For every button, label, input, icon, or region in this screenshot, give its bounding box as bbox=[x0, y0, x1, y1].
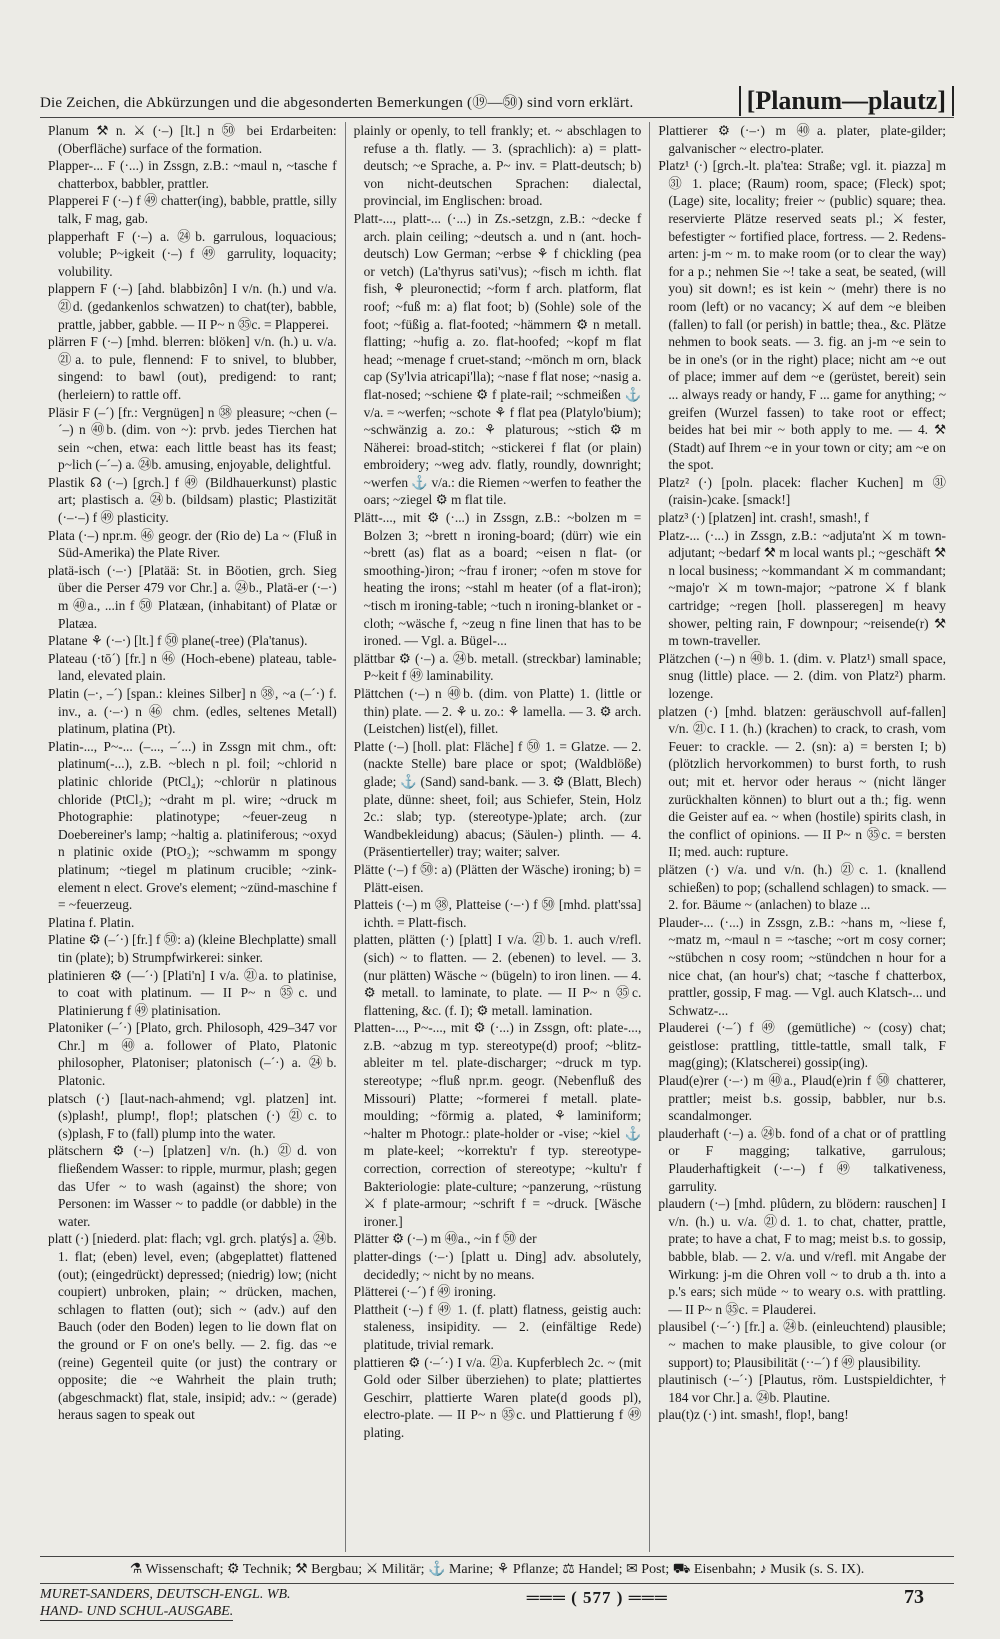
dictionary-entry: Platz¹ (·) [grch.-lt. pla'tea: Straße; vgl. it. piazza] m ㉛ 1. place; (Raum) room, space; (Fleck) spot; (Lage) site, locality; freier ~ (public) square; thea. reservierte Plätze reserved seats pl.; ⚔ fester, befestigter ~ fortified place, fortress. — 2. Redens-arten: j-m ~ m. to make room (or to clear the way) for a p.; nehmen Sie ~! take a seat, be seated, (will you) sit down!; es ist kein ~ (mehr) there is no room (left) or no vacancy; ⚔ auf dem ~e bleiben (fallen) to fall (or perish) in battle; thea., &c. Plätze nehmen to book seats. — 3. fig. an j-m ~e sein to be in one's (or in the right) place; nicht am ~e out of place; immer auf dem ~e (gerüstet, bereit) sein ... always ready or handy, F ... game for anything; ~ greifen (Wurzel fassen) to take root or effect; beides hat bei mir ~ both apply to me. — 4. ⚒ (Stadt) auf Ihrem ~e in your town or city; am ~e on the spot. bbox=[658, 158, 946, 473]
dictionary-entry: Platine ⚙ (–´·) [fr.] f ㊿: a) (kleine Blechplatte) small tin (plate); b) Strumpfwirkerei: sinker. bbox=[48, 932, 337, 965]
dictionary-entry: Platane ⚘ (·–·) [lt.] f ㊿ plane(-tree) (Pla'tanus). bbox=[48, 633, 308, 649]
dictionary-entry: plattieren ⚙ (·–´·) I v/a. ㉑a. Kupferblech 2c. ~ (mit Gold oder Silber überziehen) to plate; plattiertes Geschirr, plattierte Waren plate(d goods pl), electro-plate. — II P~ n ㉟c. und Plattierung f ㊾ plating. bbox=[353, 1354, 642, 1440]
dictionary-entry: Plättchen (·–) n ㊵b. (dim. von Platte) 1. (little or thin) plate. — 2. ⚘ u. zo.: ⚘ lamella. — 3. ⚙ arch. (Leistchen) list(el), fillet. bbox=[353, 686, 642, 737]
dictionary-entry: Platin (–·, –´) [span.: kleines Silber] n ㊳, ~a (–´·) f. inv., a. (·–·) n ㊻ chm. (edles, seltenes Metall) platinum, platina (Pt). bbox=[48, 686, 337, 737]
dictionary-entry: plärren F (·–) [mhd. blerren: blöken] v/n. (h.) u. v/a. ㉑a. to pule, flennend: F to snivel, to blubber, singend: to bawl (out), predigend: to rant; (herleiern) to rattle off. bbox=[48, 334, 337, 402]
dictionary-entry: platzen (·) [mhd. blatzen: geräuschvoll auf-fallen] v/n. ㉑c. I 1. (h.) (krachen) to crack, to crash, vom Feuer: to crackle. — 2. (sn): a) = bersten I; b) (plötzlich hervorkommen) to burst forth, to rush out; mit et. hervor oder heraus ~ (nicht länger zurückhalten können) to blurt out a th.; fig. wenn die Geister auf ea. ~ when (hostile) spirits clash, in the conflict of opinions. — II P~ n ㉟c. = bersten II; med. auch: rupture. bbox=[658, 703, 946, 860]
dictionary-entry: platt (·) [niederd. plat: flach; vgl. grch. platýs] a. ㉔b. 1. flat; (eben) level, even; (abgeplattet) flattened (out); (eingedrückt) depressed; (niedrig) low; (nicht coupiert) unbroken, plain; ~ drücken, machen, schlagen to flatten (out); sich ~ (adv.) auf den Bauch (oder den Boden) legen to lie down flat on the ground or F on one's belly. — 2. fig. das ~e (reine) Gegenteil quite (or just) the contrary or opposite; die ~e Wahrheit the plain truth; (abgeschmackt) flat, stale, insipid; adv.: ~ (gerade) heraus sagen to speak out bbox=[48, 1231, 337, 1423]
dictionary-entry: platter-dings (·–·) [platt u. Ding] adv. absolutely, decidedly; ~ nicht by no means. bbox=[353, 1249, 642, 1282]
dictionary-entry: Platz-... (·...) in Zssgn, z.B.: ~adjuta'nt ⚔ m town-adjutant; ~bedarf ⚒ m local wants pl.; ~geschäft ⚒ n local business; ~kommandant ⚔ m commandant; ~majo'r ⚔ m town-major; ~patrone ⚔ f blank cartridge; ~regen [holl. plasseregen] m heavy shower, pelting rain, F downpour; ~reisende(r) ⚒ m town-traveller. bbox=[658, 527, 946, 649]
dictionary-entry: plaudern (·–) [mhd. plûdern, zu blödern: rauschen] I v/n. (h.) u. v/a. ㉑d. 1. to chat, chatter, prattle, prate; to have a chat, F to mag; meist b.s. to gossip, babble, blab. — 2. v/a. und v/refl. mit Angabe der Wirkung: j-m die Ohren voll ~ to drub a th. into a p.'s ears; sich müde ~ to weary o.s. with prattling. — II P~ n ㉟c. = Plauderei. bbox=[658, 1196, 946, 1317]
dictionary-entry: Plauderei (·–´) f ㊾ (gemütliche) ~ (cosy) chat; geistlose: prattling, tittle-tattle, small talk, F mag(ging); (Klatscherei) gossip(ing). bbox=[658, 1020, 946, 1071]
dictionary-entry: platinieren ⚙ (––´·) [Plati'n] I v/a. ㉑a. to platinise, to coat with platinum. — II P~ n ㉟c. und Platinierung f ㊾ platinisation. bbox=[48, 967, 337, 1018]
dictionary-entry: plainly or openly, to tell frankly; et. ~ abschlagen to refuse a th. flatly. — 3. (sprachlich): a) = platt-deutsch; ~e Sprache, a. P~ inv. = Platt-deutsch; b) von nicht-deutschen Sprachen: dialectal, provincial, im Englischen: broad. bbox=[353, 123, 642, 209]
column-right bbox=[649, 122, 954, 1552]
dictionary-entry: Plauder-... (·...) in Zssgn, z.B.: ~hans m, ~liese f, ~matz m, ~maul n = ~tasche; ~ort m cosy corner; ~stübchen n cosy room; ~stündchen n hour for a nice chat, (an hour's) chat; ~tasche f chatterbox, prattler, gossip, F mag. — Vgl. auch Klatsch-... und Schwatz-... bbox=[658, 914, 946, 1018]
dictionary-entry: Plattierer ⚙ (·–·) m ㊵a. plater, plate-gilder; galvanischer ~ electro-plater. bbox=[658, 123, 946, 156]
dictionary-entry: plättbar ⚙ (·–) a. ㉔b. metall. (streckbar) laminable; P~keit f ㊾ laminability. bbox=[353, 650, 642, 684]
dictionary-entry: Planum ⚒ n. ⚔ (·–) [lt.] n ㊿ bei Erdarbeiten: (Oberfläche) surface of the formation. bbox=[48, 123, 337, 156]
dictionary-entry: Pläsir F (–´) [fr.: Vergnügen] n ㊳ pleasure; ~chen (–´–) n ㊵b. (dim. von ~): prvb. jedes Tierchen hat sein ~chen, etwa: each little beast has its feast; p~lich (–´–) a. ㉔b. amusing, enjoyable, delightful. bbox=[48, 404, 337, 473]
dictionary-entry: Plätzchen (·–) n ㊵b. 1. (dim. v. Platz¹) small space, snug (little) place. — 2. (dim. von Platz²) pharm. lozenge. bbox=[658, 650, 946, 701]
dictionary-entry: plappern F (·–) [ahd. blabbizôn] I v/n. (h.) und v/a. ㉑d. (gedankenlos schwatzen) to chat(ter), babble, prattle, jabber, gabble. — II P~ n ㉟c. = Plapperei. bbox=[48, 281, 337, 332]
sheet-number: ═══ ( 577 ) ═══ bbox=[526, 1588, 668, 1607]
dictionary-entry: platten, plätten (·) [platt] I v/a. ㉑b. 1. auch v/refl. (sich) ~ to flatten. — 2. (ebenen) to level. — 3. (nur plätten) Wäsche ~ (bügeln) to iron linen. — 4. ⚙ metall. to laminate, to plate. — II P~ n ㉟c. flattening, &c. (f. I); ⚙ metall. lamination. bbox=[353, 932, 642, 1018]
dictionary-entry: Plattheit (·–) f ㊾ 1. (f. platt) flatness, geistig auch: staleness, insipidity. — 2. (einfältige Rede) platitude, trivial remark. bbox=[353, 1301, 642, 1352]
header-rule bbox=[40, 117, 954, 118]
dictionary-entry: Platteis (·–) m ㊳, Platteise (·–·) f ㊿ [mhd. platt'ssa] ichth. = Platt-fisch. bbox=[353, 897, 642, 930]
page-header bbox=[40, 80, 954, 116]
dictionary-entry: Platt-..., platt-... (·...) in Zs.-setzgn, z.B.: ~decke f arch. plain ceiling; ~deutsch a. und n (ant. hoch-deutsch) Low German; ~erbse ⚘ f chickling (pea or vetch) (La'thyrus sati'vus); ~fisch m ichth. flat fish, ⚘ pleuronectid; ~form f arch. platform, flat roof; ~fuß m: a) flat foot; b) (Sohle) sole of the foot; ~füßig a. flat-footed; ~hämmern ⚙ n metall. flatting; ~hufig a. zo. flat-hoofed; ~kopf m flat head; ~menage f cruet-stand; ~mönch m orn, black cap (Sy'lvia atricapi'lla); ~nase f flat nose; ~nasig a. flat-nosed; ~schiene ⚙ f plate-rail; ~schmeißen ⚓ v/a. = ~werfen; ~schote ⚘ f flat pea (Platylo'bium); ~schwänzig a. zo.: ⚘ platurous; ~stich ⚙ m Näherei: broad-stitch; ~stickerei f flat (or plain) embroidery; ~weg adv. flatly, roundly, downright; ~werfen ⚓ v/a.: die Riemen ~werfen to feather the oars; ~ziegel ⚙ m flat tile. bbox=[353, 210, 642, 508]
dictionary-entry: plautinisch (·–´·) [Plautus, röm. Lustspieldichter, † 184 vor Chr.] a. ㉔b. Plautine. bbox=[658, 1372, 946, 1405]
dictionary-entry: Plaud(e)rer (·–·) m ㊵a., Plaud(e)rin f ㊿ chatterer, prattler; meist b.s. gossip, babbler, nur b.s. scandalmonger. bbox=[658, 1073, 946, 1124]
dictionary-entry: platä-isch (·–·) [Platää: St. in Böotien, grch. Sieg über die Perser 479 vor Chr.] a. ㉔b., Platä-er (·–·) m ㊵a., ...in f ㊿ Platæan, (inhabitant) of Platæ or Platæa. bbox=[48, 562, 337, 631]
dictionary-entry: Plätter ⚙ (·–) m ㊵a., ~in f ㊿ der bbox=[353, 1231, 537, 1247]
imprint bbox=[40, 1586, 291, 1621]
header-note: Die Zeichen, die Abkürzungen und die abgesonderten Bemerkungen (⑲—㊿) sind vorn erklärt. bbox=[40, 95, 634, 111]
imprint-edition: HAND- UND SCHUL-AUSGABE. bbox=[40, 1604, 234, 1619]
dictionary-entry: Platoniker (–´·) [Plato, grch. Philosoph, 429–347 vor Chr.] m ㊵a. follower of Plato, Platonic philosopher, Platoniser; platonisch (–´·) a. ㉔b. Platonic. bbox=[48, 1020, 337, 1089]
dictionary-entry: plätzen (·) v/a. und v/n. (h.) ㉑c. 1. (knallend schießen) to pop; (schallend schlagen) to smack. — 2. for. Bäume ~ (anlachen) to blaze ... bbox=[658, 861, 946, 913]
dictionary-entry: Plätterei (·–´) f ㊾ ironing. bbox=[353, 1284, 497, 1300]
entry-columns bbox=[40, 122, 954, 1552]
dictionary-entry: plausibel (·–´·) [fr.] a. ㉔b. (einleuchtend) plausible; ~ machen to make plausible, to give colour (or support) to; Plausibilität (··–´) f ㊾ plausibility. bbox=[658, 1319, 946, 1370]
dictionary-entry: Plapper-... F (·...) in Zssgn, z.B.: ~maul n, ~tasche f chatterbox, babbler, prattler. bbox=[48, 158, 337, 191]
dictionary-entry: Plätte (·–) f ㊿: a) (Plätten der Wäsche) ironing; b) = Plätt-eisen. bbox=[353, 861, 642, 895]
page-footer bbox=[40, 1586, 954, 1626]
dictionary-entry: Plateau (·tō´) [fr.] n ㊻ (Hoch-ebene) plateau, table-land, elevated plain. bbox=[48, 650, 337, 684]
symbol-legend: ⚗ Wissenschaft; ⚙ Technik; ⚒ Bergbau; ⚔ Militär; ⚓ Marine; ⚘ Pflanze; ⚖ Handel; ✉ Post; ⛟ Eisenbahn; ♪ Musik (s. S. IX). bbox=[40, 1556, 954, 1584]
dictionary-entry: platsch (·) [laut-nach-ahmend; vgl. platzen] int. (s)plash!, plump!, flop!; platschen (·) ㉑c. to (s)plash, F to (fall) plump into the water. bbox=[48, 1090, 337, 1141]
dictionary-entry: Platte (·–) [holl. plat: Fläche] f ㊿ 1. = Glatze. — 2. (nackte Stelle) bare place or spot; (Waldblöße) glade; ⚓ (Sand) sand-bank. — 3. ⚙ (Blatt, Blech) plate, dünne: sheet, foil; aus Schiefer, Stein, Holz 2c.: slab; typ. (stereotype-)plate; arch. (zur Wandbekleidung) abacus; (Säulen-) plinth. — 4. (Präsentierteller) tray; waiter; salver. bbox=[353, 738, 642, 860]
dictionary-entry: Platin-..., P~-... (–..., –´...) in Zssgn mit chm., oft: platinum(-...), z.B. ~blech n pl. foil; ~chlorid n platinic chloride (PtCl₄); ~chlorür n platinous chloride (PtCl₂); ~draht m pl. wire; ~druck m Photographie: platinotype; ~feuer-zeug n Doebereiner's lamp; ~haltig a. platiniferous; ~oxyd n platinic oxide (PtO₂); ~schwamm m spongy platinum; ~tiegel m platinum crucible; ~zink-element n elect. Grove's element; ~zünd-maschine f = ~feuerzeug. bbox=[48, 738, 337, 913]
dictionary-entry: Plapperei F (·–) f ㊾ chatter(ing), babble, prattle, silly talk, F mag, gab. bbox=[48, 193, 337, 226]
column-middle bbox=[345, 122, 650, 1552]
imprint-title: MURET-SANDERS, DEUTSCH-ENGL. WB. bbox=[40, 1587, 291, 1602]
dictionary-entry: plauderhaft (·–) a. ㉔b. fond of a chat or of prattling or F magging; talkative, garrulous; Plauderhaftigkeit (·–·–) f ㊾ talkativeness, garrulity. bbox=[658, 1125, 946, 1194]
page-number: 73 bbox=[904, 1586, 924, 1608]
column-left bbox=[40, 122, 345, 1552]
dictionary-entry: plapperhaft F (·–) a. ㉔b. garrulous, loquacious; voluble; P~igkeit (·–) f ㊾ garrulity, loquacity; volubility. bbox=[48, 228, 337, 279]
dictionary-entry: Plata (·–) npr.m. ㊻ geogr. der (Rio de) La ~ (Fluß in Süd-Amerika) the Plate River. bbox=[48, 527, 337, 561]
dictionary-entry: plätschern ⚙ (·–) [platzen] v/n. (h.) ㉑d. von fließendem Wasser: to ripple, murmur, plash; gegen das Ufer ~ to wash (against) the shore; von Personen: im Wasser ~ to paddle (or dabble) in the water. bbox=[48, 1143, 337, 1229]
dictionary-entry: platz³ (·) [platzen] int. crash!, smash!, f bbox=[658, 510, 869, 526]
dictionary-entry: Plastik ☊ (·–) [grch.] f ㊾ (Bildhauerkunst) plastic art; plastisch a. ㉔b. (bildsam) plastic; Plastizität (·–·–) f ㊾ plasticity. bbox=[48, 474, 337, 526]
dictionary-entry: Plätt-..., mit ⚙ (·...) in Zssgn, z.B.: ~bolzen m = Bolzen 3; ~brett n ironing-board; (dürr) wie ein ~brett (as) flat as a board; ~eisen n flat- (or smoothing-)iron; ~frau f ironer; ~ofen m stove for heating the irons; ~stahl m heater (of a flat-iron); ~tisch m ironing-table; ~tuch n ironing-blanket or -cloth; ~wäsche f, ~zeug n fine linen that has to be ironed. — Vgl. a. Bügel-... bbox=[353, 510, 642, 649]
dictionary-entry: plau(t)z (·) int. smash!, flop!, bang! bbox=[658, 1407, 849, 1423]
dictionary-entry: Platz² (·) [poln. placek: flacher Kuchen] m ㉛ (raisin-)cake. [smack!] bbox=[658, 474, 946, 508]
dictionary-entry: Platina f. Platin. bbox=[48, 914, 135, 930]
dictionary-entry: Platten-..., P~-..., mit ⚙ (·...) in Zssgn, oft: plate-..., z.B. ~abzug m typ. stereotype(d) proof; ~blitz-ableiter m tel. plate-discharger; ~druck m typ. stereotype; ~fluß npr.m. geogr. (Nebenfluß des Missouri) Platte; ~formerei f metall. plate-moulding; ~förmig a. plated, ⚘ laminiform; ~halter m Photogr.: plate-holder or -vise; ~kiel ⚓ m plate-keel; ~korrektu'r f typ. stereotype-correction, correction of stereotype; ~kultu'r f Bakteriologie: plate-culture; ~panzerung, ~rüstung ⚔ f plate-armour; ~schrift f = ~druck. [Wäsche ironer.] bbox=[353, 1020, 642, 1229]
guide-words: [Planum—plautz] bbox=[739, 86, 954, 116]
